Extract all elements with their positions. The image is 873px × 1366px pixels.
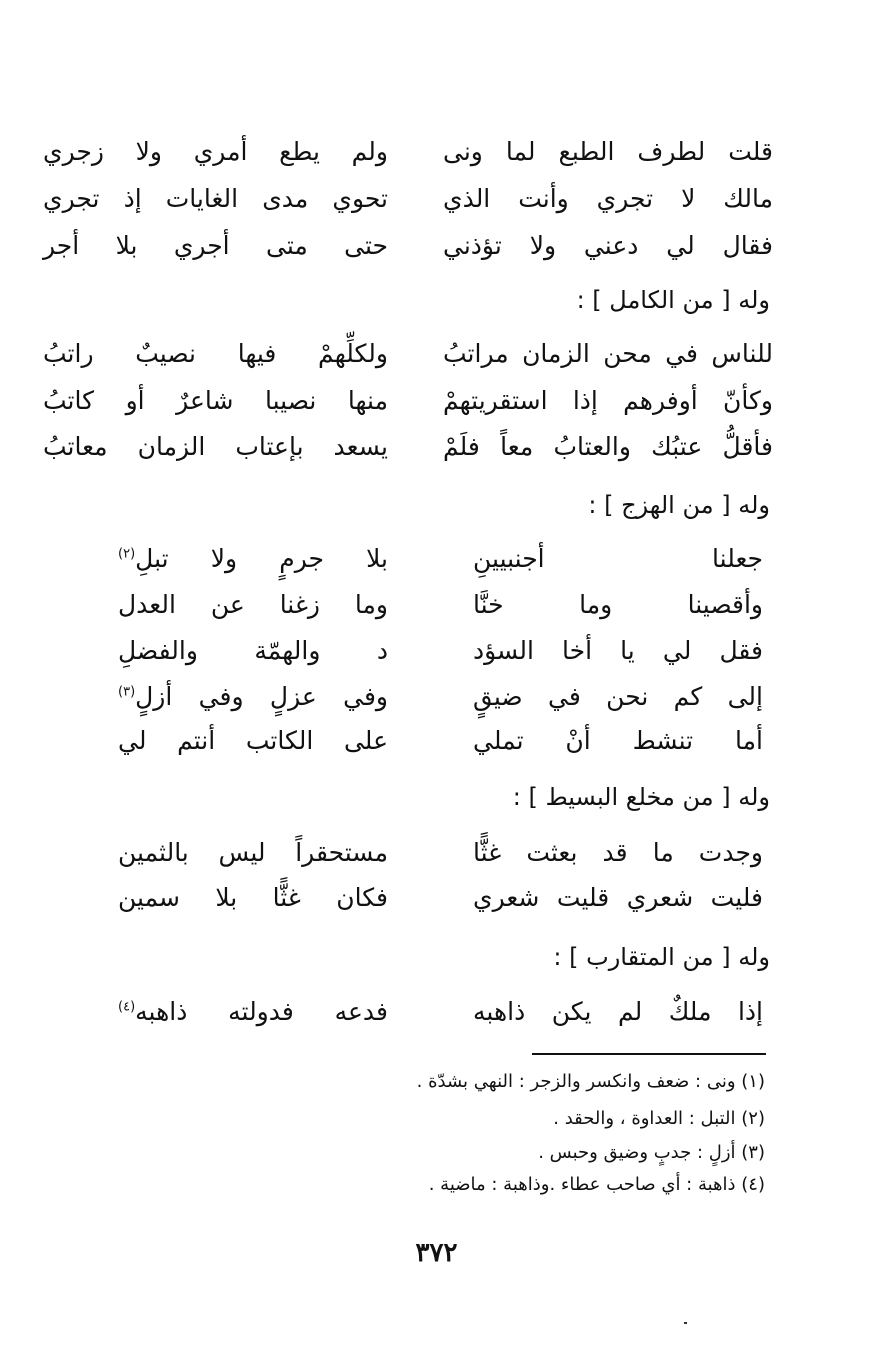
verse-second-text: وفي عزلٍ وفي أزلٍ: [135, 682, 388, 711]
verse-second-hemistich: منها نصيبا شاعرٌ أو كاتبُ: [43, 386, 388, 415]
verse: [40, 224, 773, 268]
verse: [40, 177, 773, 221]
verse-first-hemistich: فقل لي يا أخا السؤد: [473, 636, 763, 665]
meter-heading: وله [ من المتقارب ] :: [553, 943, 770, 971]
footnote-marker: (٤): [118, 999, 136, 1015]
verse-first-hemistich: وجدت ما قد بعثت غثًّا: [473, 838, 763, 867]
verse-first-hemistich: إلى كم نحن في ضيقٍ: [473, 682, 763, 711]
verse: [40, 876, 773, 920]
verse-second-hemistich: [118, 675, 388, 719]
verse-second-hemistich: تحوي مدى الغايات إذ تجري: [43, 184, 388, 213]
verse-second-hemistich: ولكلِّهمْ فيها نصيبٌ راتبُ: [43, 339, 388, 368]
page-number: ٣٧٢: [415, 1238, 458, 1268]
verse-second-hemistich: [118, 537, 388, 581]
verse: [40, 130, 773, 174]
footnote-marker: (٢): [118, 546, 136, 562]
scan-speck: [684, 1322, 687, 1324]
verse-first-hemistich: جعلنا أجنبيينِ: [473, 544, 763, 573]
verse-second-text: بلا جرمٍ ولا تبلِ: [135, 544, 388, 573]
verse-first-hemistich: للناس في محن الزمان مراتبُ: [443, 339, 773, 368]
verse: [40, 379, 773, 423]
verse: [40, 719, 773, 763]
verse-second-hemistich: فكان غثًّا بلا سمين: [118, 883, 388, 912]
verse-first-hemistich: إذا ملكٌ لم يكن ذاهبه: [473, 997, 763, 1026]
meter-heading: وله [ من الكامل ] :: [576, 286, 770, 314]
verse-first-hemistich: فأقلُّ عتبُك والعتابُ معاً فلَمْ: [443, 432, 773, 461]
verse-second-hemistich: مستحقراً ليس بالثمين: [118, 838, 388, 867]
verse: [40, 425, 773, 469]
verse-first-hemistich: وأقصينا وما خنَّا: [473, 590, 763, 619]
verse-second-hemistich: حتى متى أجري بلا أجر: [43, 231, 388, 260]
verse-second-hemistich: ولم يطع أمري ولا زجري: [43, 137, 388, 166]
meter-heading: وله [ من مخلع البسيط ] :: [512, 783, 770, 811]
meter-heading: وله [ من الهزج ] :: [588, 491, 770, 519]
verse-first-hemistich: قلت لطرف الطبع لما ونى: [443, 137, 773, 166]
verse: [40, 629, 773, 673]
footnote: (٤) ذاهبة : أي صاحب عطاء .وذاهبة : ماضية .: [428, 1174, 765, 1195]
verse: [40, 332, 773, 376]
verse: [40, 675, 773, 719]
verse-first-hemistich: فقال لي دعني ولا تؤذني: [443, 231, 773, 260]
verse-second-hemistich: د والهمّة والفضلِ: [118, 636, 388, 665]
verse: [40, 583, 773, 627]
verse-first-hemistich: أما تنشط أنْ تملي: [473, 726, 763, 755]
footnote: (٢) التبل : العداوة ، والحقد .: [553, 1108, 765, 1129]
verse-second-hemistich: يسعد بإعتاب الزمان معاتبُ: [43, 432, 388, 461]
verse-second-hemistich: وما زغنا عن العدل: [118, 590, 388, 619]
verse-second-hemistich: [118, 990, 388, 1034]
footnote-divider: [532, 1053, 766, 1055]
verse-second-hemistich: على الكاتب أنتم لي: [118, 726, 388, 755]
verse-first-hemistich: وكأنّ أوفرهم إذا استقريتهمْ: [443, 386, 773, 415]
verse-first-hemistich: فليت شعري قليت شعري: [473, 883, 763, 912]
verse: [40, 990, 773, 1034]
footnote-marker: (٣): [118, 684, 136, 700]
footnote: (٣) أزلٍ : جدبٍ وضيق وحبس .: [538, 1142, 765, 1163]
verse: [40, 537, 773, 581]
verse-second-text: فدعه فدولته ذاهبه: [135, 997, 388, 1026]
footnote: (١) ونى : ضعف وانكسر والزجر : النهي بشدّة .: [416, 1071, 765, 1092]
verse: [40, 831, 773, 875]
verse-first-hemistich: مالك لا تجري وأنت الذي: [443, 184, 773, 213]
